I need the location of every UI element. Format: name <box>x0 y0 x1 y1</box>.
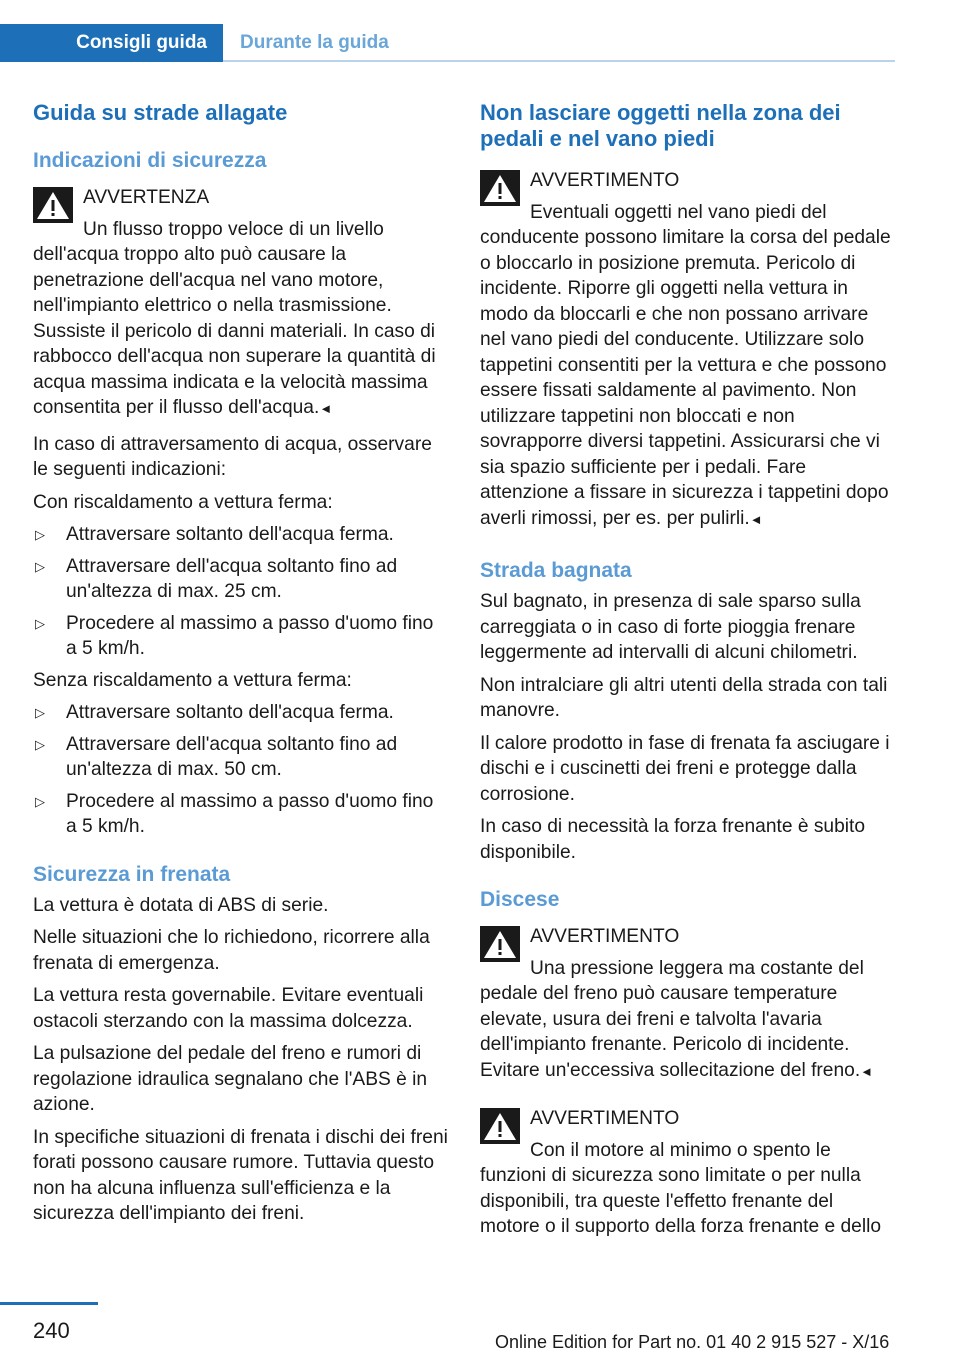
page-number: 240 <box>33 1318 70 1343</box>
page-header <box>0 24 895 62</box>
paragraph: In specifiche situazioni di frenata i dischi dei freni forati possono causare rumore. Tuttavia questo non ha alcuna influenza sull'efficienza e la sicurezza dell'impianto dei freni. <box>33 1126 448 1224</box>
paragraph: Nelle situazioni che lo richiedono, ricorrere alla frenata di emergenza. <box>33 927 430 974</box>
subsection-tab: Durante la guida <box>240 32 389 53</box>
bullet-triangle-icon: ▷ <box>35 736 45 752</box>
list-item: ▷ Procedere al massimo a passo d'uomo fino a 5 km/h. <box>35 612 434 659</box>
warning-block <box>480 168 895 532</box>
list-item: ▷ Attraversare soltanto dell'acqua ferma. <box>33 700 448 726</box>
header-divider <box>223 60 895 62</box>
left-column <box>33 100 448 1234</box>
warning-label: AVVERTIMENTO <box>530 170 680 191</box>
list-item: ▷ Procedere al massimo a passo d'uomo fino a 5 km/h. <box>35 790 434 837</box>
warning-label: AVVERTIMENTO <box>530 1108 680 1129</box>
slopes-title: Discese <box>480 888 560 911</box>
without-heating-list <box>33 700 448 840</box>
paragraph: La vettura è dotata di ABS di serie. <box>33 894 329 916</box>
paragraph: In caso di necessità la forza frenante è subito disponibile. <box>480 816 866 863</box>
intro-text: In caso di attraversamento di acqua, osservare le seguenti indicazioni: <box>33 433 432 480</box>
warning-block <box>480 924 895 1084</box>
warning-text: Una pressione leggera ma costante del pedale del freno può causare temperature elevate, usura dei freni e talvolta l'avaria dell'impianto frenante. Pericolo di incidente. Evitare un'eccessiva sollecitazione del freno. <box>480 957 864 1081</box>
warning-label: AVVERTENZA <box>83 187 210 208</box>
bullet-triangle-icon: ▷ <box>35 558 45 574</box>
bullet-triangle-icon: ▷ <box>35 793 45 809</box>
flooded-roads-title: Guida su strade allagate <box>33 100 288 125</box>
bullet-triangle-icon: ▷ <box>35 527 45 542</box>
with-heating-label: Con riscaldamento a vettura ferma: <box>33 491 333 513</box>
bullet-triangle-icon: ▷ <box>35 705 45 720</box>
paragraph: La vettura resta governabile. Evitare eventuali ostacoli sterzando con la massima dolcezza. <box>33 985 424 1032</box>
without-heating-label: Senza riscaldamento a vettura ferma: <box>33 669 352 691</box>
warning-text: Con il motore al minimo o spento le funzioni di sicurezza sono limitate o per nulla disponibili, tra queste l'effetto frenante del motore o il supporto della forza frenante e dello <box>480 1139 882 1237</box>
warning-triangle-icon <box>480 170 520 206</box>
warning-text: Eventuali oggetti nel vano piedi del conducente possono limitare la corsa del pedale o bloccarlo in posizione premuta. Pericolo di incidente. Riporre gli oggetti nella vettura in modo da bloccarli e che non possano arrivare nel vano piedi del conducente. Utilizzare solo tappetini consentiti per la vettura e che possono essere fissati saldamente al pavimento. Non utilizzare tappetini non bloccati e non sovrapporre diversi tappetini. Assicurarsi che vi sia spazio sufficiente per i pedali. Fare attenzione a fissare in sicurezza i tappetini dopo averli rimossi, per es. per pulirli. <box>480 201 891 529</box>
warning-label: AVVERTIMENTO <box>530 926 680 947</box>
warning-triangle-icon <box>33 187 73 223</box>
paragraph: Il calore prodotto in fase di frenata fa asciugare i dischi e i cuscinetti dei freni e protegge dalla corrosione. <box>480 732 890 805</box>
warning-triangle-icon <box>480 1108 520 1144</box>
warning-triangle-icon <box>480 926 520 962</box>
bullet-triangle-icon: ▷ <box>35 615 45 631</box>
right-column <box>480 100 895 1250</box>
end-mark: ◄ <box>749 511 763 527</box>
footer-rule <box>0 1302 98 1305</box>
paragraph: Sul bagnato, in presenza di sale sparso sulla carreggiata o in caso di forte pioggia frenare leggermente ad intervalli di alcuni chilometri. <box>480 591 861 663</box>
pedal-area-title: Non lasciare oggetti nella zona dei pedali e nel vano piedi <box>480 100 841 151</box>
edition-note: Online Edition for Part no. 01 40 2 915 527 - X/16 <box>495 1332 890 1352</box>
section-tab: Consigli guida <box>0 24 223 62</box>
paragraph: Non intralciare gli altri utenti della strada con tali manovre. <box>480 674 888 721</box>
warning-block <box>33 185 448 422</box>
wet-road-title: Strada bagnata <box>480 559 632 582</box>
with-heating-list <box>33 522 448 662</box>
braking-title: Sicurezza in frenata <box>33 862 231 886</box>
end-mark: ◄ <box>860 1063 874 1079</box>
list-item: ▷ Attraversare dell'acqua soltanto fino ad un'altezza di max. 50 cm. <box>35 733 398 780</box>
warning-block <box>480 1106 895 1240</box>
end-mark: ◄ <box>319 401 333 416</box>
list-item: ▷ Attraversare dell'acqua soltanto fino ad un'altezza di max. 25 cm. <box>35 555 398 602</box>
paragraph: La pulsazione del pedale del freno e rumori di regolazione idraulica segnalano che l'ABS è in azione. <box>33 1043 428 1115</box>
list-item: ▷ Attraversare soltanto dell'acqua ferma. <box>33 522 448 548</box>
safety-subtitle: Indicazioni di sicurezza <box>33 149 267 172</box>
warning-text: Un flusso troppo veloce di un livello dell'acqua troppo alto può causare la penetrazione dell'acqua nel vano motore, nell'impianto elettrico o nella trasmissione. Sussiste il pericolo di danni materiali. In caso di rabbocco dell'acqua non superare la quantità di acqua massima indicata e la velocità massima consentita per il flusso dell'acqua. <box>33 218 436 418</box>
